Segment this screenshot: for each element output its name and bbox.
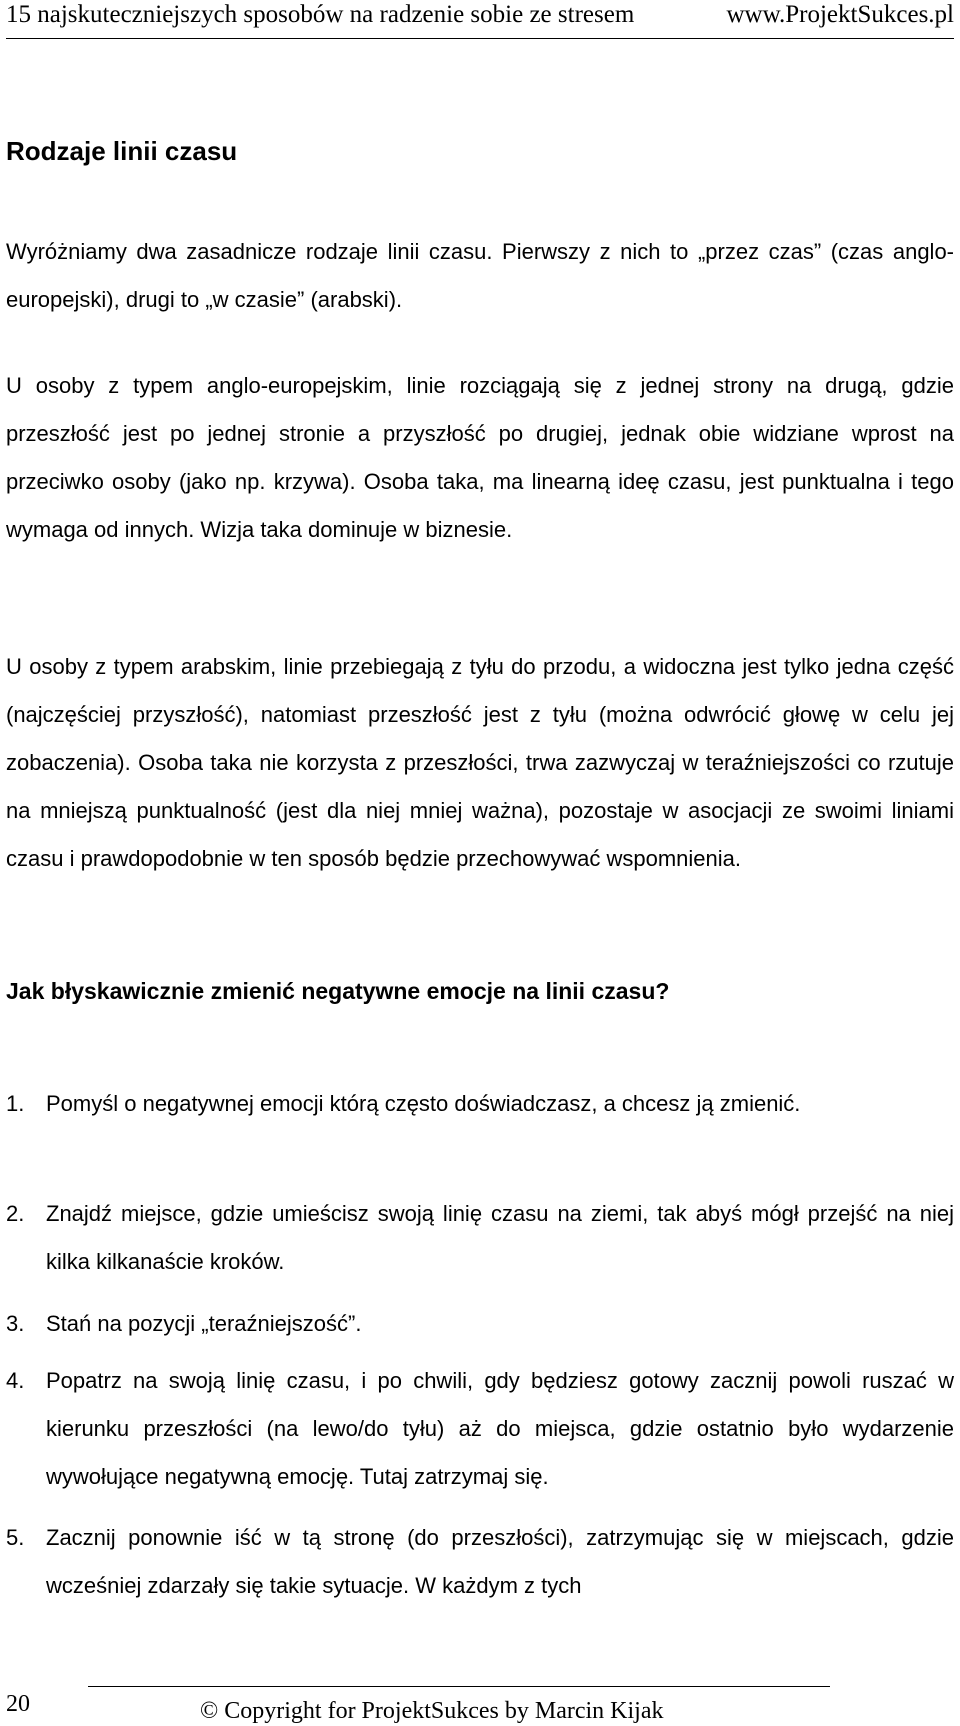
footer-divider <box>88 1686 830 1687</box>
anglo-european-paragraph: U osoby z typem anglo-europejskim, linie rozciągają się z jednej strony na drugą, gdzie przeszłość jest po jednej stronie a przyszłość po drugiej, jednak obie widziane wprost na przeciwko osoby (jako np. krzywa). Osoba taka, ma linearną ideę czasu, jest punktualna i tego wymaga od innych. Wizja taka dominuje w biznesie. <box>6 373 954 542</box>
list-item-text: Stań na pozycji „teraźniejszość”. <box>46 1311 362 1336</box>
list-item-text: Znajdź miejsce, gdzie umieścisz swoją linię czasu na ziemi, tak abyś mógł przejść na niej kilka kilkanaście kroków. <box>46 1201 954 1274</box>
footer-copyright: © Copyright for ProjektSukces by Marcin Kijak <box>200 1698 664 1724</box>
list-item-number: 2. <box>6 1201 25 1226</box>
list-item <box>6 1514 954 1610</box>
list-item <box>6 1357 954 1501</box>
section-heading-timeline-types: Rodzaje linii czasu <box>6 136 238 166</box>
list-item-number: 1. <box>6 1091 25 1116</box>
arabic-paragraph: U osoby z typem arabskim, linie przebiegają z tyłu do przodu, a widoczna jest tylko jedna część (najczęściej przyszłość), natomiast przeszłość jest z tyłu (można odwrócić głowę w celu jej zobaczenia). Osoba taka nie korzysta z przeszłości, trwa zazwyczaj w teraźniejszości co rzutuje na mniejszą punktualność (jest dla niej mniej ważna), pozostaje w asocjacji ze swoimi liniami czasu i prawdopodobnie w ten sposób będzie przechowywać wspomnienia. <box>6 654 954 871</box>
page-header <box>6 0 954 39</box>
list-item <box>6 1080 954 1128</box>
section-heading-change-emotions: Jak błyskawicznie zmienić negatywne emocje na linii czasu? <box>6 978 670 1004</box>
list-item <box>6 1190 954 1286</box>
page-number: 20 <box>6 1691 30 1717</box>
list-item-text: Zacznij ponownie iść w tą stronę (do przeszłości), zatrzymując się w miejscach, gdzie wcześniej zdarzały się takie sytuacje. W każdym z tych <box>46 1525 954 1598</box>
list-item-number: 5. <box>6 1525 25 1550</box>
list-item-text: Popatrz na swoją linię czasu, i po chwili, gdy będziesz gotowy zacznij powoli ruszać w kierunku przeszłości (na lewo/do tyłu) aż do miejsca, gdzie ostatnio było wydarzenie wywołujące negatywną emocję. Tutaj zatrzymaj się. <box>46 1368 954 1489</box>
header-url: www.ProjektSukces.pl <box>726 1 954 28</box>
list-item-text: Pomyśl o negatywnej emocji którą często doświadczasz, a chcesz ją zmienić. <box>46 1091 801 1116</box>
list-item-number: 3. <box>6 1311 25 1336</box>
list-item <box>6 1300 954 1348</box>
intro-paragraph: Wyróżniamy dwa zasadnicze rodzaje linii czasu. Pierwszy z nich to „przez czas” (czas anglo-europejski), drugi to „w czasie” (arabski). <box>6 239 954 312</box>
list-item-number: 4. <box>6 1368 25 1393</box>
header-title: 15 najskuteczniejszych sposobów na radzenie sobie ze stresem <box>6 1 635 28</box>
